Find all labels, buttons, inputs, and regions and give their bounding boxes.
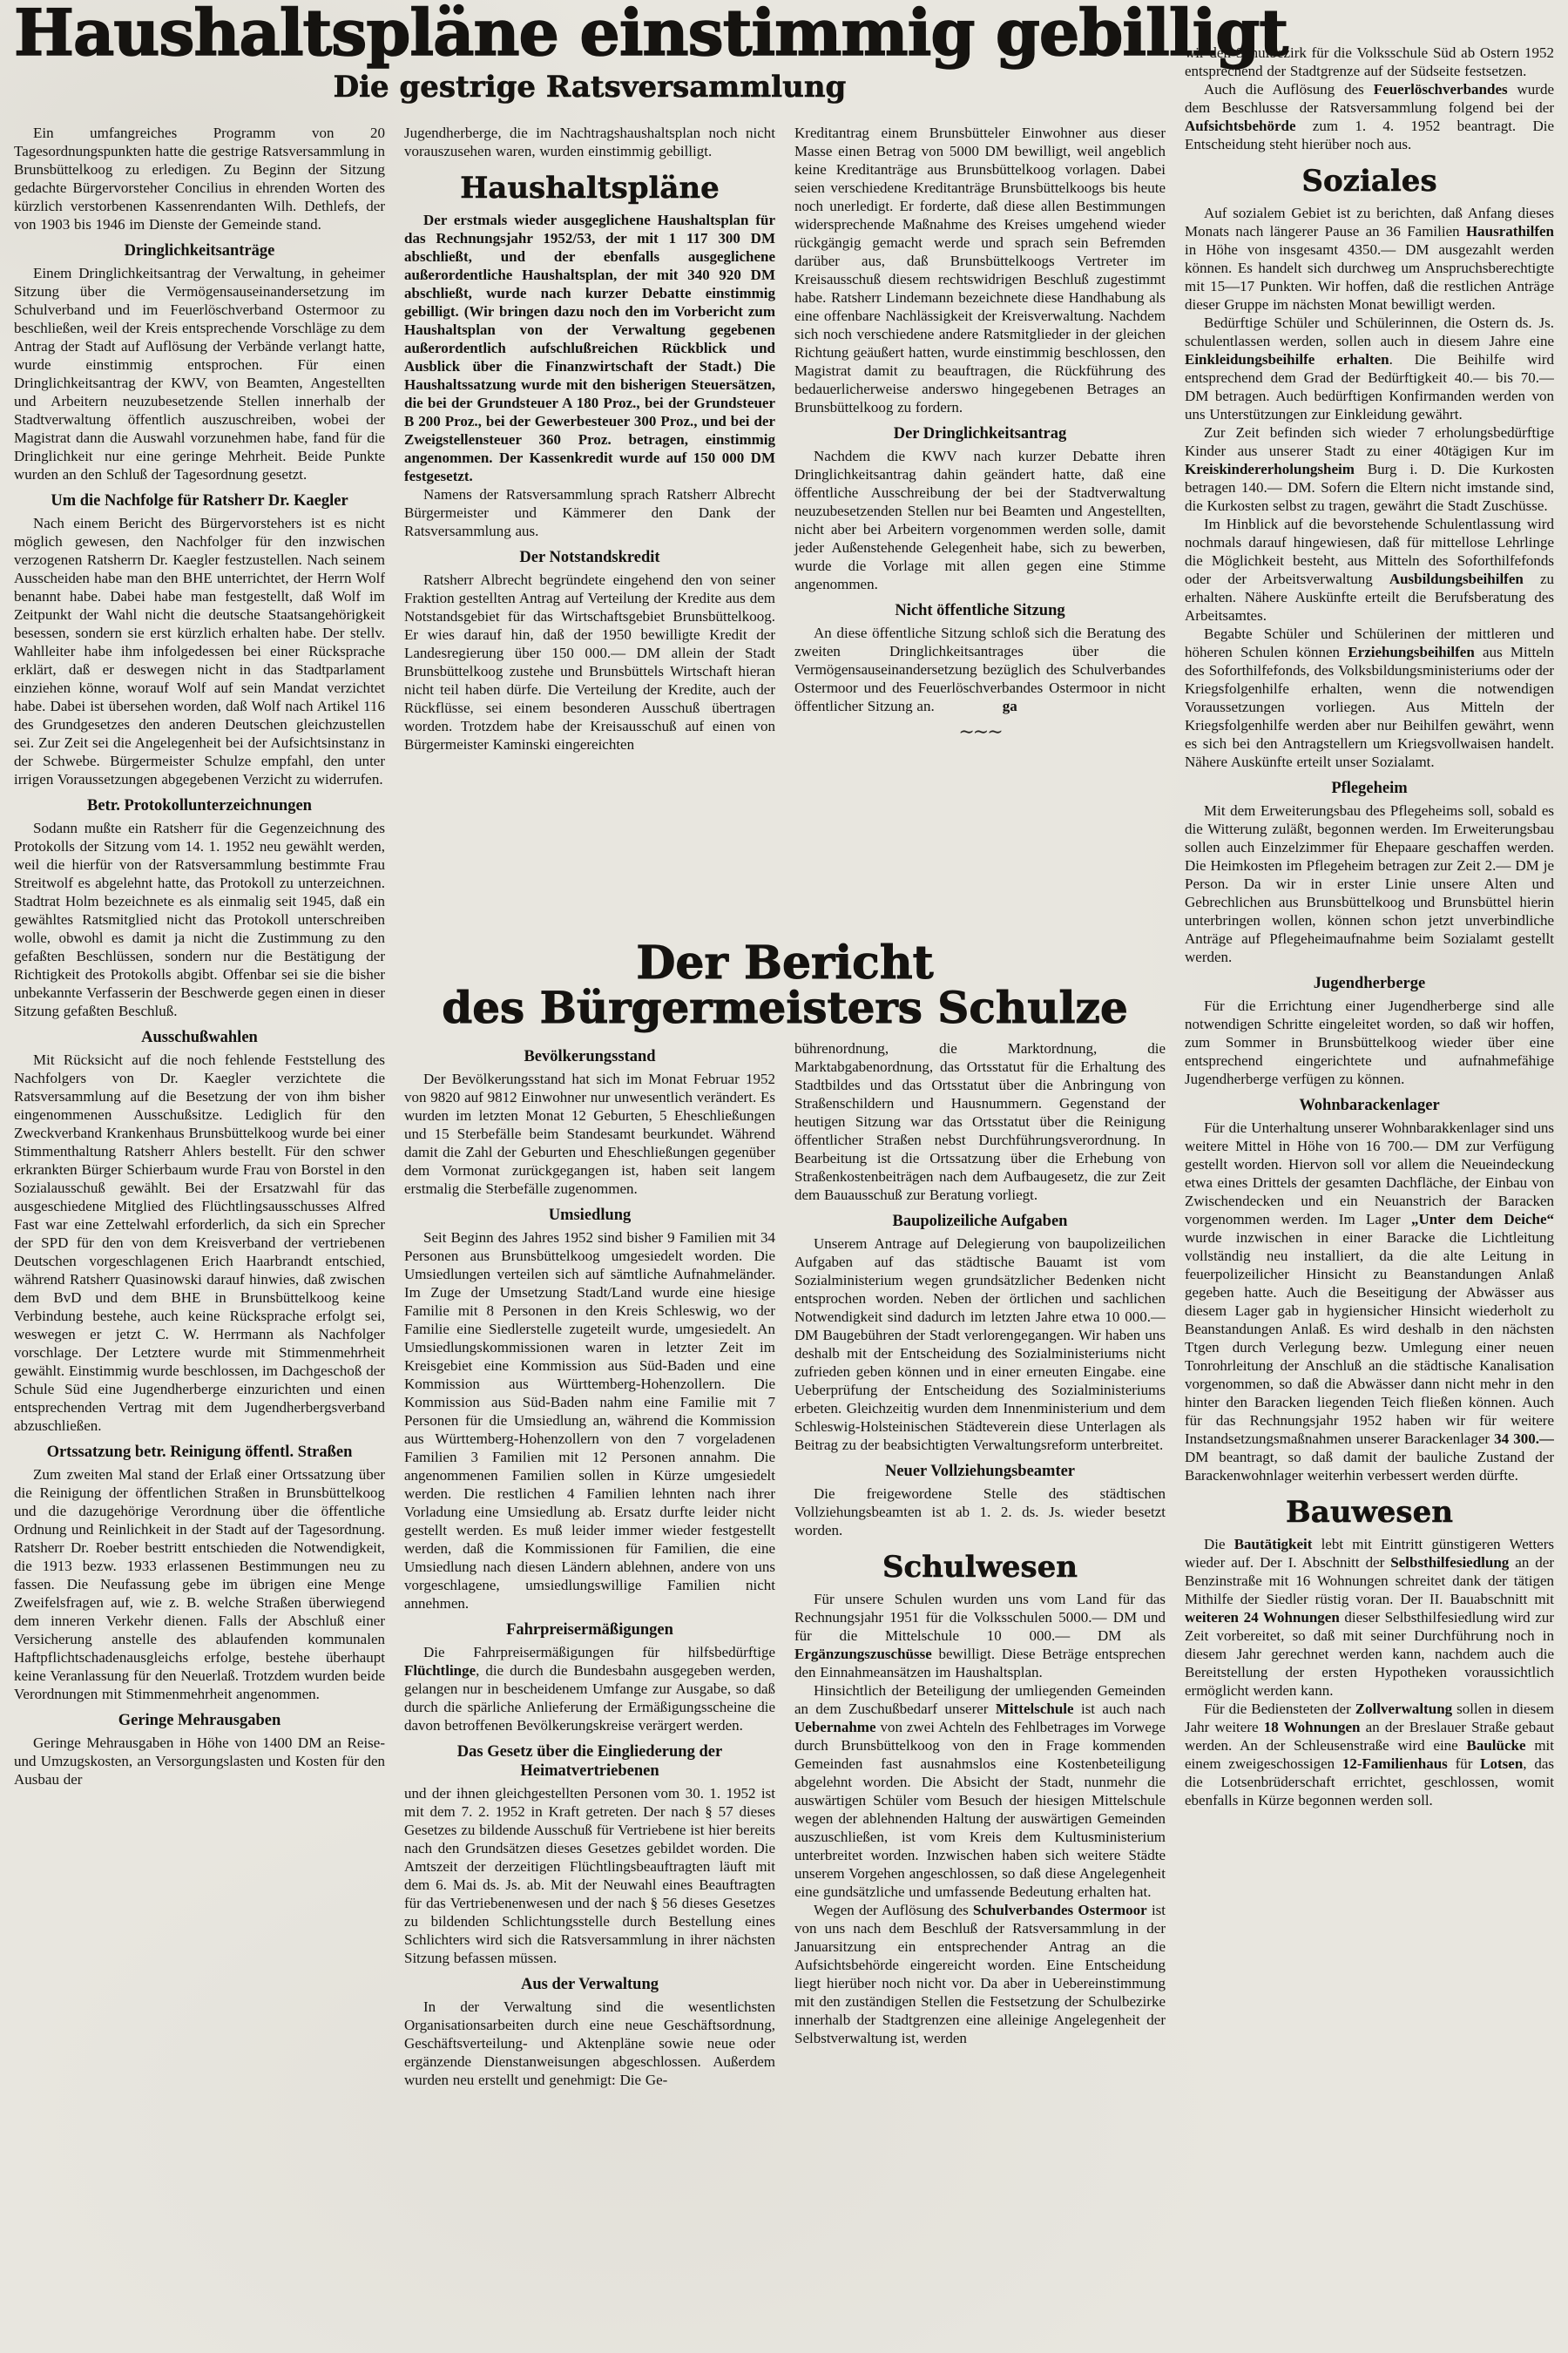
section-heading: Betr. Protokollunterzeichnungen (87, 797, 312, 815)
paragraph-continuation: wir den Schulbezirk für die Volksschule Süd ab Ostern 1952 entsprechend der Stadtgrenze auf der Südseite festsetzen. (1185, 44, 1554, 79)
paragraph: Seit Beginn des Jahres 1952 sind bisher 9 Familien mit 34 Personen aus Brunsbüttelkoog umgesiedelt worden. Die Umsiedlungen verteilen sich auf sämtliche Aufnahmeländer. Im Zuge der Umsetzung Stadt/Land wurde eine hiesige Familie mit 8 Personen in den Kreis Schleswig, wo der Familie eine Siedlerstelle zugeteilt wurde, umgesiedelt. An Umsiedlungskommissionen waren in letzter Zeit im Kreisgebiet eine Kommission aus Süd-Baden und eine Kommission aus Württemberg-Hohenzollern. Die Kommission aus Süd-Baden nahm eine Familie mit 7 Personen für die Umsiedlung an, während die Kommission aus Württemberg-Hohenzollern von den 7 vorgeladenen Familien 3 Familien mit 12 Personen annahm. Die angenommenen Familien sollen in Kürze umgesiedelt werden. Die restlichen 4 Familien lehnten nach ihrer Vorladung eine Umsiedlung ab. Ersatz durfte leider nicht gestellt werden. Es muß leider immer wieder festgestellt werden, daß die Kommissionen für Familien, die eine Umsiedlung nach diesen Ländern ablehnen, andere von uns vorgeschlagene, umsiedlungswillige Familien nicht annehmen. (404, 1229, 775, 1612)
sub-headline: Die gestrige Ratsversammlung (333, 70, 847, 105)
paragraph: Für die Unterhaltung unserer Wohnbarakkenlager sind uns weitere Mittel in Höhe von 16 700.— DM zur Verfügung gestellt worden. Hiervon soll vor allem die Neueindeckung etwa eines Drittels der gesamten Dachfläche, der Einbau von Zwischendecken und ein Neuanstrich der Baracken vorgenommen werden. Im Lager „Unter dem Deiche“ wurde inzwischen in einer Baracke die Lichtleitung vollständig neu installiert, da die alte Leitung in feuerpolizeilicher Hinsicht zu Beanstandungen Anlaß gegeben hatte. Auch die Beseitigung der Abwässer aus diesem Lager gab in hygiensicher Hinsicht wiederholt zu Beanstandungen Anlaß. Es wird deshalb in den nächsten Ttgen durch Verlegung bezw. Umlegung einer neuen Tonrohrleitung der Anschluß an die städtische Kanalisation vorgenommen, so daß die Abwässer dann nicht mehr in den hinter den Baracken liegenden Teich fließen können. Auch für das Rechnungsjahr 1952 haben wir für weitere Instandsetzungsmaßnahmen unserer Barackenlager 34 300.— DM beantragt, so daß damit der bauliche Zustand der Barackenwohnlager weiterhin verbessert werden dürfte. (1185, 1119, 1554, 1484)
column-3-top (794, 124, 1166, 936)
section-heading: Pflegeheim (1331, 780, 1408, 797)
section-heading: Das Gesetz über die Eingliederung der Heimatvertriebenen (456, 1743, 723, 1780)
paragraph: Zum zweiten Mal stand der Erlaß einer Ortssatzung über die Reinigung der öffentlichen Straßen in Brunsbüttelkoog und die dazugehörige Verordnung über die öffentliche Ordnung und Reinlichkeit in der Stadt auf der Tagesordnung. Ratsherr Dr. Roeber bestritt entschieden die Notwendigkeit, die 1913 bezw. 1933 erlassenen Bestimmungen neu zu fassen. Die Neufassung gebe im übrigen eine Menge Zweifelsfragen auf, wie z. B. welche Straßen überwiegend dem inneren Verkehr dienen. Falls der Abschluß einer Versicherung anstelle des ablaufenden kommunalen Haftpflichtschadenausgleichs erfolge, bestehe überhaupt keine Veranlassung für den Neuerlaß. Trotzdem wurden beide Verordnungen mit Stimmenmehrheit angenommen. (14, 1466, 385, 1702)
paragraph: Der erstmals wieder ausgeglichene Haushaltsplan für das Rechnungsjahr 1952/53, der mit 1 117 300 DM abschließt, und der ebenfalls ausgeglichene außerordentliche Haushaltsplan, der mit 340 920 DM abschließt, wurde nach kurzer Debatte einstimmig gebilligt. (Wir bringen dazu noch den im Vorbericht zum Haushaltsplan von der Verwaltung gegebenen außerordentlich aufschlußreichen Rückblick und Ausblick über die Finanzwirtschaft der Stadt.) Die Haushaltssatzung wurde mit den bisherigen Steuersätzen, die bei der Grundsteuer A 180 Proz., bei der Grundsteuer B 200 Proz., bei der Gewerbesteuer 300 Proz., und bei der Zweigstellensteuer 360 Proz. betragen, einstimmig angenommen. Der Kassenkredit wurde auf 150 000 DM festgesetzt. (404, 212, 775, 484)
report-headline-line1: Der Bericht (636, 936, 934, 990)
columns-2-3 (404, 124, 1166, 2353)
paragraph: Der Bevölkerungsstand hat sich im Monat Februar 1952 von 9820 auf 9812 Einwohner nur unwesentlich verändert. Es wurden im letzten Monat 12 Geburten, 5 Eheschließungen und 15 Sterbefälle beim Standesamt beurkundet. Während damit die Zahl der Geburten und Eheschließungen gegenüber dem Vormonat zurückgegangen ist, haben seit langem erstmalig die Sterbefälle zugenommen. (404, 1071, 775, 1197)
report-headline (404, 936, 1166, 1039)
paragraph: Mit Rücksicht auf die noch fehlende Feststellung des Nachfolgers von Dr. Kaegler verzichtete die Ratsversammlung auf die Besetzung der von ihm bisher eingenommenen Ausschußsitze. Lediglich für den Zweckverband Krankenhaus Brunsbüttelkoog wurde bei einer Stimmenthaltung Ratsherr Ahlers bestellt. Für den schwer erkrankten Bürger Schierbaum wurde Frau von Borstel in den Sozialausschuß gewählt. Bei der Ersatzwahl für das ausgeschiedene Mitglied des Flüchtlingsausschusses Alfred Fast war eine Zettelwahl erforderlich, da sich ein Sprecher der SPD für den von dem Kreisverband der vertriebenen Deutschen vorgeschlagenen Erich Haarbrandt entschied, während Ratsherr Quasinowski darauf hinwies, daß zwischen dem BvD und dem BHE in Brunsbüttelkoog keine Verbindung bestehe, auch keine Rücksprache erfolgt sei, weswegen er jetzt C. W. Herrmann als Nachfolger vorschlage. Der Letztere wurde mit Stimmenmehrheit gewählt. Einstimmig wurde beschlossen, im Dachgeschoß der Schule Süd eine Jugendherberge einzurichten und einen entsprechenden Vertrag mit dem Jugendherbergsverband abzuschließen. (14, 1051, 385, 1434)
section-heading: Ortssatzung betr. Reinigung öffentl. Straßen (46, 1444, 353, 1461)
section-heading-large: Haushaltspläne (460, 171, 720, 206)
section-heading: Um die Nachfolge für Ratsherr Dr. Kaegler (51, 492, 348, 510)
column-flow (14, 124, 1166, 2353)
paragraph-continuation: bührenordnung, die Marktordnung, die Marktabgabenordnung, das Ortsstatut für die Erhaltung des Stadtbildes und das Ortsstatut über die Anbringung von Straßenschildern und Hausnummern. Gegenstand der heutigen Sitzung war das Ortsstatut über die Reinigung öffentlicher Straßen nebst Durchführungsverordnung. In Bearbeitung ist die Ortssatzung über die Erhebung von Straßenkostenbeiträgen nach dem Aufbaugesetz, die zur Zeit dem Bauausschuß zur Beratung vorliegt. (794, 1040, 1166, 1203)
paragraph: Die Fahrpreisermäßigungen für hilfsbedürftige Flüchtlinge, die durch die Bundesbahn ausgegeben werden, gelangen nur in bescheidenem Umfange zur Ausgabe, so daß durch die spärliche Anlieferung der Ermäßigungsscheine die davon betroffenen Bevölkerungskreise verärgert werden. (404, 1644, 775, 1734)
paragraph: Ratsherr Albrecht begründete eingehend den von seiner Fraktion gestellten Antrag auf Verteilung der Kredite aus dem Notstandsgebiet für das Wirtschaftsgebiet Brunsbüttelkoog. Er wies darauf hin, daß der 1950 bewilligte Kredit der Landesregierung über 150 000.— DM allein der Stadt Brunsbüttelkoog zustehe und Brunsbüttels Wirtschaft hieran nicht teil haben dürfe. Die Verteilung der Kredite, auch der Rückflüsse, sei einem besonderen Ausschuß übertragen worden. Trotzdem habe der Kreisausschuß auf einen von Bürgermeister Kaminski eingereichten (404, 571, 775, 753)
section-heading-large: Bauwesen (1286, 1495, 1453, 1530)
paragraph-continuation: Jugendherberge, die im Nachtragshaushaltsplan noch nicht vorauszusehen waren, wurden einstimmig gebilligt. (404, 125, 775, 159)
paragraph: Einem Dringlichkeitsantrag der Verwaltung, in geheimer Sitzung über die Vermögensauseinandersetzung im Schulverband und im Feuerlöschverband Ostermoor zu beschließen, weil der Kreis entsprechende Vorschläge zu dem Antrag der Stadt auf Auflösung der Verbände verlangt hatte, wurde einstimmig entsprochen. Für einen Dringlichkeitsantrag der KWV, von Beamten, Angestellten und Arbeitern neuzubesetzende Stellen innerhalb der Stadtverwaltung öffentlich auszuschreiben, wobei der Magistrat dann die Auswahl vorzunehmen habe, fand für die Dringlichkeit nur eine geringe Mehrheit. Beide Punkte wurden an den Schluß der Tagesordnung gesetzt. (14, 265, 385, 483)
paragraph: In der Verwaltung sind die wesentlichsten Organisationsarbeiten durch eine neue Geschäftsordnung, Geschäftsverteilung- und Aktenpläne sowie neue oder ergänzende Dienstanweisungen abgeschlossen. Außerdem wurden neu erstellt und genehmigt: Die Ge- (404, 1998, 775, 2088)
paragraph: Begabte Schüler und Schülerinen der mittleren und höheren Schulen können Erziehungsbeihilfen aus Mitteln des Soforthilfefonds, des Volksbildungsministeriums oder der Kriegsfolgenhilfe erhalten, wenn die notwendigen Voraussetzungen vorliegen. Aus Mitteln der Kriegsfolgenhilfe werden aber nur Beihilfen gewährt, wenn es sich bei den Antragstellern um Kriegsvollwaisen handelt. Nähere Auskünfte erteilt unser Sozialamt. (1185, 625, 1554, 770)
paragraph: Für die Bediensteten der Zollverwaltung sollen in diesem Jahr weitere 18 Wohnungen an der Breslauer Straße gebaut werden. An der Schleusenstraße wird eine Baulücke mit einem zweigeschossigen 12-Familienhaus für Lotsen, das die Lotsenbrüderschaft errichtet, geschlossen, womit ebenfalls in Kürze begonnen werden soll. (1185, 1701, 1554, 1809)
section-heading: Nicht öffentliche Sitzung (895, 602, 1065, 619)
paragraph: Im Hinblick auf die bevorstehende Schulentlassung wird nochmals darauf hingewiesen, daß für mittellose Lehrlinge die Möglichkeit besteht, aus Mitteln des Soforthilfefonds oder der Arbeitsverwaltung Ausbildungsbeihilfen zu erhalten. Nähere Auskünfte erteilt die Berufsberatung des Arbeitsamtes. (1185, 516, 1554, 624)
paragraph: Wegen der Auflösung des Schulverbandes Ostermoor ist von uns nach dem Beschluß der Ratsversammlung in der Januarsitzung ein entsprechender Antrag an die Aufsichtsbehörde eingereicht worden. Eine Entscheidung liegt hierüber noch nicht vor. Da aber in Uebereinstimmung mit den zuständigen Stellen die Festsetzung der Schulbezirke innerhalb der Stadtgrenzen eine alleinige Angelegenheit der Selbstverwaltung ist, werden (794, 1902, 1166, 2046)
paragraph: Die Bautätigkeit lebt mit Eintritt günstigeren Wetters wieder auf. Der I. Abschnitt der Selbsthilfesiedlung an der Benzinstraße mit 16 Wohnungen schreitet dank der tätigen Mithilfe der Siedler rüstig voran. Der II. Bauabschnitt mit weiteren 24 Wohnungen dieser Selbsthilfesiedlung wird zur Zeit vorbereitet, so daß mit seiner Durchführung noch in diesem Jahr gerechnet werden kann, nachdem auch die Bereitstellung der ersten Hypotheken voraussichtlich ermöglicht werden kann. (1185, 1536, 1554, 1699)
paragraph: Für die Errichtung einer Jugendherberge sind alle notwendigen Schritte eingeleitet worden, so daß wir hoffen, zum Sommer in Brunsbüttelkoog wieder über eine entsprechend eingerichtete und aufnahmefähige Jugendherberge verfügen zu können. (1185, 997, 1554, 1087)
paragraph-continuation: Kreditantrag einem Brunsbütteler Einwohner aus dieser Masse einen Betrag von 5000 DM bewilligt, weil angeblich keine Kreditanträge aus Brunsbüttelkoog vorlagen. Dabei seien verschiedene Kreditanträge Brunsbüttelkoogs bis heute noch unerledigt. Er forderte, daß diese allen Bestimmungen widersprechende Maßnahme des Kreises umgehend wieder rückgängig gemacht werde und sprach sein Befremden darüber aus, daß Brunsbüttelkoogs Vertreter im Kreisausschuß diesem rechtswidrigen Beschluß zugestimmt habe. Ratsherr Lindemann bezeichnete diese Handhabung als eine offenbare Nachlässigkeit der Kreisverwaltung. Nachdem sich noch verschiedene andere Ratsmitglieder in der gleichen Richtung geäußert hatten, wurde einstimmig beschlossen, den Magistrat damit zu beauftragen, die Rückführung des bedauerlicherweise anderswo hingegebenen Betrages an Brunsbüttelkoog zu fordern. (794, 125, 1166, 416)
column-4 (1185, 0, 1554, 2353)
paragraph: Mit dem Erweiterungsbau des Pflegeheims soll, sobald es die Witterung zuläßt, begonnen werden. Im Erweiterungsbau sollen auch Einzelzimmer für Ehepaare geschaffen werden. Die Heimkosten im Pflegeheim betragen zur Zeit 2.— DM je Person. Da wir in erster Linie unsere Alten und Gebrechlichen aus Brunsbüttelkoog und Brunsbüttel hierin unterbringen wollen, können schon jetzt unverbindliche Anträge auf Pflegeheimaufnahme beim Sozialamt gestellt werden. (1185, 802, 1554, 965)
section-heading: Baupolizeiliche Aufgaben (892, 1213, 1068, 1230)
paragraph: Sodann mußte ein Ratsherr für die Gegenzeichnung des Protokolls der Sitzung vom 14. 1. 1952 neu gewählt werden, weil die hierfür von der Ratsversammlung bestimmte Frau Streitwolf es abgelehnt hatte, das Protokoll zu unterzeichnen. Stadtrat Holm bezeichnete es als einmalig seit 1945, daß ein gewähltes Ratsmitglied nicht das Protokoll unterschreiben wolle, obwohl es damit ja nicht die Zustimmung zu den gefaßten Beschlüssen, sondern nur die Bestätigung der Richtigkeit des Protokolls abgibt. Offenbar sei sie die bisher unbekannte Verfasserin der Beschwerde gegen einen in dieser Sitzung gefaßten Beschluß. (14, 820, 385, 1019)
report-headline-line2: des Bürgermeisters Schulze (442, 981, 1128, 1033)
section-heading: Jugendherberge (1313, 975, 1426, 992)
section-heading: Der Dringlichkeitsantrag (893, 425, 1067, 443)
paragraph: Namens der Ratsversammlung sprach Ratsherr Albrecht Bürgermeister und Kämmerer den Dank der Ratsversammlung aus. (404, 486, 775, 539)
section-heading: Bevölkerungsstand (524, 1048, 656, 1065)
section-heading: Dringlichkeitsanträge (124, 242, 275, 260)
main-article-zone (14, 0, 1288, 2353)
section-heading: Aus der Verwaltung (521, 1976, 659, 1993)
column-2-top (404, 124, 775, 936)
paragraph-continuation: und der ihnen gleichgestellten Personen vom 30. 1. 1952 ist mit dem 7. 2. 1952 in Kraft getreten. Der nach § 57 dieses Gesetzes zu bildende Ausschuß für Vertriebene ist hier bereits nach den Grundsätzen dieses Gesetzes gebildet worden. Die Amtszeit der derzeitigen Flüchtlingsbeauftragten läuft mit dem 6. Mai ds. Js. ab. Mit der Neuwahl eines Beauftragten für das Vertriebenenwesen und der nach § 56 dieses Gesetzes zu bildenden Schlichtungsstelle durch Bestellung eines Schlichters wird sich die Ratsversammlung in ihrer nächsten Sitzung befassen müssen. (404, 1785, 775, 1966)
paragraph: Für unsere Schulen wurden uns vom Land für das Rechnungsjahr 1951 für die Volksschulen 5000.— DM und für die Mittelschule 10 000.— DM als Ergänzungszuschüsse bewilligt. Diese Beträge entsprechen den Einnahmeansätzen im Haushaltsplan. (794, 1591, 1166, 1680)
paragraph: Ein umfangreiches Programm von 20 Tagesordnungspunkten hatte die gestrige Ratsversammlung in Brunsbüttelkoog zu erledigen. Zu Beginn der Sitzung gedachte Bürgervorsteher Concilius in ehrenden Worten des kürzlich verstorbenen Kassenrendanten Wilh. Dethlefs, der von 1903 bis 1946 im Dienste der Gemeinde stand. (14, 125, 385, 233)
paragraph: Die freigewordene Stelle des städtischen Vollziehungsbeamten ist ab 1. 2. ds. Js. wieder besetzt worden. (794, 1485, 1166, 1538)
section-heading: Fahrpreisermäßigungen (506, 1621, 673, 1639)
paragraph: Unserem Antrage auf Delegierung von baupolizeilichen Aufgaben auf das städtische Bauamt ist vom Sozialministerium wegen grundsätzlicher Bedenken nicht entsprochen worden. Neben der örtlichen und sachlichen Notwendigkeit sind dadurch im letzten Jahre etwa 10 000.— DM Baugebühren der Stadt verlorengegangen. Wir haben uns deshalb mit der Entscheidung des Sozialministeriums nicht zufrieden geben können und in einer erneuten Eingabe. eine Ueberprüfung der Entscheidung des Sozialministeriums erbeten. Gleichzeitig wurden dem Innenministerium und dem Schleswig-Holsteinischen Städteverein diese Unterlagen als Beitrag zu der beabsichtigten Verwaltungsreform unterbreitet. (794, 1235, 1166, 1453)
columns-2-3-top (404, 124, 1166, 936)
paragraph: Zur Zeit befinden sich wieder 7 erholungsbedürftige Kinder aus unserer Stadt zu einer 40tägigen Kur im Kreiskindererholungsheim Burg i. D. Die Kurkosten betragen 140.— DM. Sofern die Eltern nicht imstande sind, die Kurkosten selbst zu tragen, gewährt die Stadt Zuschüsse. (1185, 424, 1554, 514)
section-heading: Geringe Mehrausgaben (118, 1712, 281, 1729)
section-heading: Neuer Vollziehungsbeamter (884, 1463, 1076, 1480)
paragraph: Bedürftige Schüler und Schülerinnen, die Ostern ds. Js. schulentlassen werden, sollen auch in diesem Jahre eine Einkleidungsbeihilfe erhalten. Die Beihilfe wird entsprechend dem Grad der Bedürftigkeit 40.— bis 70.— DM betragen. Auch bedürftigen Konfirmanden werden von uns Unterstützungen zur Einkleidung gewährt. (1185, 314, 1554, 423)
main-headline: Haushaltspläne einstimmig gebilligt (14, 0, 1288, 71)
section-heading: Der Notstandskredit (519, 549, 660, 566)
paragraph: An diese öffentliche Sitzung schloß sich die Beratung des zweiten Dringlichkeitsantrages über die Vermögensauseinandersetzung bezüglich des Schulverbandes Ostermoor und des Feuerlöschverbandes Ostermoor in nicht öffentlicher Sitzung an. ga (794, 625, 1166, 714)
separator-squiggle: ∼∼∼ (958, 720, 1002, 742)
column-2-bottom (404, 1039, 775, 2353)
paragraph: Geringe Mehrausgaben in Höhe von 1400 DM an Reise- und Umzugskosten, an Versorgungslasten und Kosten für den Ausbau der (14, 1734, 385, 1788)
section-heading: Ausschußwahlen (141, 1029, 258, 1046)
author-initials: ga (1002, 698, 1017, 714)
section-heading: Wohnbarackenlager (1299, 1097, 1440, 1114)
section-heading-large: Schulwesen (882, 1550, 1078, 1585)
column-1 (14, 124, 385, 2353)
section-heading-large: Soziales (1301, 164, 1437, 199)
paragraph: Auf sozialem Gebiet ist zu berichten, daß Anfang dieses Monats nach längerer Pause an 36 Familien Hausrathilfen in Höhe von insgesamt 4350.— DM ausgezahlt werden können. Es handelt sich durchweg um Anspruchsberechtigte mit 15—17 Punkten. Wir hoffen, daß die restlichen Anträge dieser Gruppe im nächsten Monat bewilligt werden. (1185, 205, 1554, 313)
column-3-bottom (794, 1039, 1166, 2353)
paragraph: Auch die Auflösung des Feuerlöschverbandes wurde dem Beschlusse der Ratsversammlung folgend bei der Aufsichtsbehörde zum 1. 4. 1952 beantragt. Die Entscheidung steht hierüber noch aus. (1185, 81, 1554, 152)
paragraph: Nach einem Bericht des Bürgervorstehers ist es nicht möglich gewesen, den Nachfolger für den inzwischen verzogenen Ratsherrn Dr. Kaegler festzustellen. Nach seinem Ausscheiden habe man den BHE unterrichtet, der Herrn Wolf benannt habe. Dabei habe man festgestellt, daß Wolf im Zeitpunkt der Wahl nicht die deutsche Staatsangehörigkeit besessen, sondern sie erst kürzlich erhalten habe. Der stellv. Wahlleiter habe ihm infolgedessen bei einer Rücksprache erklärt, daß er deswegen nicht in das Stadtparlament einziehen könne, worauf Wolf auf sein Mandat verzichtet habe. Dabei ist übersehen worden, daß Wolf nach Artikel 116 des Grundgesetzes den anderen Deutschen gleichzustellen sei. Zur Zeit sei die Angelegenheit bei der Aufsichtsinstanz in der Schwebe. Bürgermeister Schulze empfahl, den unter irrigen Voraussetzungen abgegebenen Verzicht zu widerrufen. (14, 515, 385, 788)
columns-2-3-bottom (404, 1039, 1166, 2353)
article-masthead (14, 0, 1288, 124)
paragraph: Hinsichtlich der Beteiligung der umliegenden Gemeinden an dem Zuschußbedarf unserer Mittelschule ist auch nach Uebernahme von zwei Achteln des Fehlbetrages im Vorwege durch Brunsbüttelkoog von den in Frage kommenden Gemeinden fast ausnahmslos eine Kostenbeteiligung abgelehnt worden. Die Absicht der Stadt, nunmehr die auswärtigen Schüler vom Besuch der hiesigen Mittelschule wegen der ablehnenden Haltung der auswärtigen Gemeinden auszuschließen, ist vom Kreis dem Kultusministerium unterbreitet worden. Inzwischen haben sich weitere Städte unserem Vorgehen angeschlossen, so daß diese Angelegenheit eine gundsätzliche und umfassende Bedeutung erhalten hat. (794, 1682, 1166, 1900)
section-heading: Umsiedlung (548, 1207, 632, 1224)
paragraph: Nachdem die KWV nach kurzer Debatte ihren Dringlichkeitsantrag dahin geändert hatte, daß eine öffentliche Ausschreibung der bei der Stadtverwaltung neuzubesetzenden Stellen nur bei Beamten und Angestellten, nicht aber bei Arbeitern vorgenommen werden solle, damit jeder Außenstehende Gelegenheit habe, sich zu bewerben, wurde die Vorlage mit allen gegen eine Stimme angenommen. (794, 448, 1166, 592)
